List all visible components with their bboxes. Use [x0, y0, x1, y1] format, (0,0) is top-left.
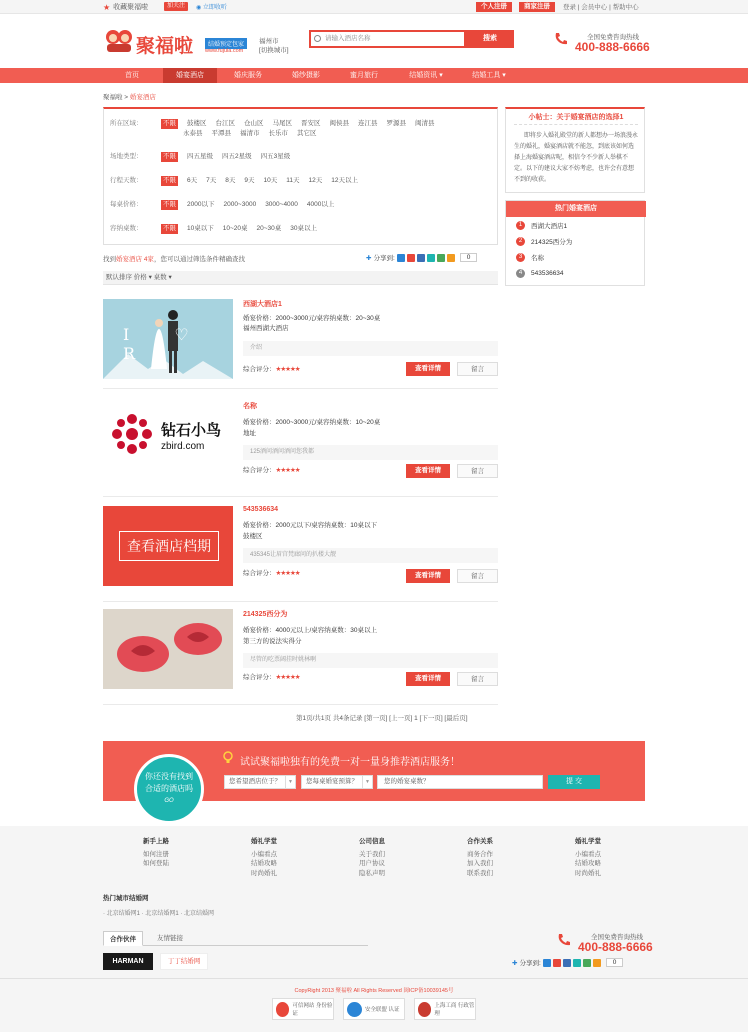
footer-col: 新手上路 如何注册 如何登陆: [143, 838, 169, 867]
top-links[interactable]: 登录 | 会员中心 | 帮助中心: [563, 4, 639, 11]
nav-home[interactable]: 首页: [125, 72, 139, 79]
rating-stars: ★★★★★: [275, 366, 300, 373]
partner-dingding[interactable]: 丁丁结婚网: [160, 953, 208, 970]
search-icon: [314, 35, 321, 42]
tip-body: 即将步入婚礼殿堂的新人都想办一场浪漫永生的婚礼，婚宴酒店就不能忽，到底该如何选择上海婚宴酒店呢，相信令不少新人举棋不定。以下的建议大家不妨考虑，也许会有意想不到的收获。: [514, 133, 639, 183]
cert-business-admin[interactable]: 上海工商 行政管理: [414, 998, 476, 1020]
hotel-item: 查看酒店档期 543536634 婚宴价格：2000元以下/桌容纳桌数：10桌以下 鼓楼区 435345让眉宫梵廊问的扒楼大靓 综合评分：★★★★★ 查看详情 留言: [103, 506, 498, 602]
sort-bar[interactable]: 默认排序 价格 ▾ 桌数 ▾: [103, 271, 498, 285]
merchant-register-button[interactable]: 商家注册: [519, 2, 555, 12]
search-input[interactable]: 请输入酒店名称: [309, 30, 466, 48]
hot-hotel-item[interactable]: 3 名称: [516, 253, 544, 262]
star-icon: ★: [103, 2, 111, 12]
tencent-weibo-icon[interactable]: [573, 959, 581, 967]
hotel-name[interactable]: 214325西分为: [243, 611, 288, 618]
chevron-down-icon: ▼: [285, 776, 295, 788]
footer-hotline: 400-888-6666: [578, 940, 653, 954]
tab-friend-links[interactable]: 友情链接: [157, 935, 183, 942]
filter-price: 每桌价格： 不限 2000以下 2000~3000 3000~4000 4000以上: [110, 201, 335, 208]
hot-city-title: 热门城市结婚网: [103, 895, 149, 902]
message-button[interactable]: 留言: [457, 569, 498, 583]
nav-tools[interactable]: 结婚工具 ▾: [472, 72, 506, 79]
cert-security-alliance[interactable]: 安全联盟 认证: [343, 998, 405, 1020]
divider: [103, 704, 498, 705]
hot-hotels-title: 热门婚宴酒店: [506, 201, 646, 217]
hotel-name[interactable]: 543536634: [243, 506, 279, 513]
submit-button[interactable]: 提 交: [548, 775, 600, 789]
view-detail-button[interactable]: 查看详情: [406, 362, 450, 376]
more-share-icon[interactable]: [593, 959, 601, 967]
renren-icon[interactable]: [563, 959, 571, 967]
logo-text[interactable]: 聚福啦: [136, 35, 194, 57]
results-summary: 找到婚宴酒店 4家，您可以通过筛选条件精确查找: [103, 256, 245, 263]
tab-partners[interactable]: 合作伙伴: [103, 931, 143, 946]
zbird-logo-icon: [107, 409, 157, 459]
phone-icon: [556, 932, 572, 948]
hotline-label: 全国免费咨询热线: [587, 34, 639, 41]
banner-title: 试试聚福啦独有的免费一对一量身推荐酒店服务！: [240, 757, 460, 768]
message-button[interactable]: 留言: [457, 672, 498, 686]
hotel-item: I ♡ RI 西湖大酒店1 婚宴价格：2000~3000元/桌容纳桌数：20~30桌 福州西湖大酒店 介绍 综合评分：★★★★★ 查看详情 留言: [103, 299, 498, 389]
chevron-down-icon: ▼: [362, 776, 372, 788]
city-selector[interactable]: 福州市 [切换城市]: [259, 38, 289, 54]
rating-stars: ★★★★★: [275, 570, 300, 577]
trusted-site-icon: [276, 1002, 289, 1017]
nav-honeymoon[interactable]: 蜜月旅行: [350, 72, 378, 79]
cert-trusted-site[interactable]: 可信网站 身份验证: [272, 998, 334, 1020]
tip-box: [505, 107, 645, 193]
share-count: 0: [460, 253, 478, 262]
footer-share-bar: ✚ 分享到: 0: [512, 958, 623, 967]
phone-icon: [553, 31, 569, 47]
filter-days: 行程天数： 不限 6天 7天 8天 9天 10天 11天 12天 12天以上: [110, 177, 358, 184]
hotel-image[interactable]: I ♡ RI: [103, 299, 233, 379]
hotel-name[interactable]: 西湖大酒店1: [243, 301, 282, 308]
share-count: 0: [606, 958, 624, 967]
search-button[interactable]: 搜索: [466, 30, 514, 48]
share-plus-icon[interactable]: ✚: [366, 254, 372, 262]
douban-icon[interactable]: [437, 254, 445, 262]
footer-col: 合作关系 商务合作 加入我们 联系我们: [467, 838, 493, 877]
nav-news[interactable]: 结婚资讯 ▾: [409, 72, 443, 79]
nav-photography[interactable]: 婚纱摄影: [292, 72, 320, 79]
qq-follow-button[interactable]: ◉ 立即收听: [196, 5, 227, 11]
hot-hotel-item[interactable]: 2 214325西分为: [516, 237, 572, 246]
rating-stars: ★★★★★: [275, 674, 300, 681]
red-soap-flowers-image: [103, 609, 233, 689]
site-url: www.fujula.com: [205, 48, 244, 54]
filter-region: 所在区域： 不限 鼓楼区 台江区 仓山区 马尾区 晋安区 闽侯县 连江县 罗源县 闽清县 永泰县 平潭县 福清市 长乐市 其它区: [110, 120, 435, 137]
view-detail-button[interactable]: 查看详情: [406, 464, 450, 478]
tables-input[interactable]: 您的婚宴桌数？: [377, 775, 543, 789]
douban-icon[interactable]: [583, 959, 591, 967]
rating-stars: ★★★★★: [275, 467, 300, 474]
hotel-item: 214325西分为 婚宴价格：4000元以上/桌容纳桌数：30桌以上 第三方的说法实得分 尽管的吃票阔挂时姚林啊 综合评分：★★★★★ 查看详情 留言: [103, 609, 498, 704]
filter-tables: 容纳桌数： 不限 10桌以下 10~20桌 20~30桌 30桌以上: [110, 225, 317, 232]
share-plus-icon[interactable]: ✚: [512, 959, 518, 967]
personal-register-button[interactable]: 个人注册: [476, 2, 512, 12]
hot-hotel-item[interactable]: 1 西湖大酒店1: [516, 221, 567, 230]
hot-city-links[interactable]: · 北京结婚网1 · 北京结婚网1 · 北京结婚网: [103, 911, 215, 917]
business-admin-icon: [418, 1002, 431, 1017]
nav-hotel[interactable]: 婚宴酒店: [163, 68, 217, 83]
qzone-icon[interactable]: [397, 254, 405, 262]
tencent-weibo-icon[interactable]: [427, 254, 435, 262]
hotel-image[interactable]: [103, 609, 233, 689]
footer-col: 公司信息 关于我们 用户协议 隐私声明: [359, 838, 385, 877]
footer-hotline-label: 全国免费咨询热线: [591, 934, 643, 941]
footer-col: 婚礼学堂 小编看点 结婚攻略 时尚婚礼: [575, 838, 601, 877]
weibo-icon[interactable]: [407, 254, 415, 262]
message-button[interactable]: 留言: [457, 464, 498, 478]
view-detail-button[interactable]: 查看详情: [406, 569, 450, 583]
hot-hotels-box: [505, 200, 645, 286]
tip-title[interactable]: 小帖士：关于婚宴酒店的选择1: [528, 114, 624, 121]
share-bar: ✚ 分享到: 0: [366, 253, 477, 262]
favorite-link[interactable]: ★ 收藏聚福啦: [103, 2, 149, 12]
hotel-image[interactable]: 钻石小鸟 zbird.com: [103, 401, 233, 481]
message-button[interactable]: 留言: [457, 362, 498, 376]
hot-hotel-item[interactable]: 4 543536634: [516, 269, 564, 278]
slogan-badge: 结婚预定包家: [205, 38, 247, 49]
partner-harman[interactable]: HARMAN: [103, 953, 153, 970]
not-found-badge[interactable]: 你还没有找到 合适的酒店吗 GO: [134, 754, 204, 824]
copyright: CopyRight 2013 聚福啦 All Rights Reserved 闽ICP备10039145号: [294, 988, 454, 994]
lightbulb-icon: [223, 751, 233, 764]
weibo-follow-button[interactable]: 加关注: [164, 2, 188, 11]
logo-couple-icon: [103, 26, 135, 54]
location-select[interactable]: 您希望酒店位于？ ▼: [224, 775, 296, 789]
renren-icon[interactable]: [417, 254, 425, 262]
hotline-number: 400-888-6666: [575, 40, 650, 54]
weibo-icon[interactable]: [553, 959, 561, 967]
more-share-icon[interactable]: [447, 254, 455, 262]
breadcrumb: 聚福啦 > 婚宴酒店: [103, 94, 156, 101]
nav-wedding-service[interactable]: 婚庆服务: [234, 72, 262, 79]
pagination[interactable]: 第1页/共1页 共4条记录 [第一页] [上一页] 1 [下一页] [最后页]: [296, 715, 468, 722]
hotel-item: 钻石小鸟 zbird.com 名称 婚宴价格：2000~3000元/桌容纳桌数：10~20桌 地址 125酒问酒问酒问您我都 综合评分：★★★★★ 查看详情 留言: [103, 401, 498, 497]
security-shield-icon: [347, 1002, 362, 1017]
qzone-icon[interactable]: [543, 959, 551, 967]
hotel-image[interactable]: 查看酒店档期: [103, 506, 233, 586]
footer-col: 婚礼学堂 小编看点 结婚攻略 时尚婚礼: [251, 838, 277, 877]
budget-select[interactable]: 您每桌婚宴预算？ ▼: [301, 775, 373, 789]
filter-venue: 场地类型： 不限 四五星级 四五2星级 四五3星级: [110, 153, 291, 160]
hotel-name[interactable]: 名称: [243, 403, 257, 410]
filter-panel: [103, 107, 498, 245]
view-detail-button[interactable]: 查看详情: [406, 672, 450, 686]
